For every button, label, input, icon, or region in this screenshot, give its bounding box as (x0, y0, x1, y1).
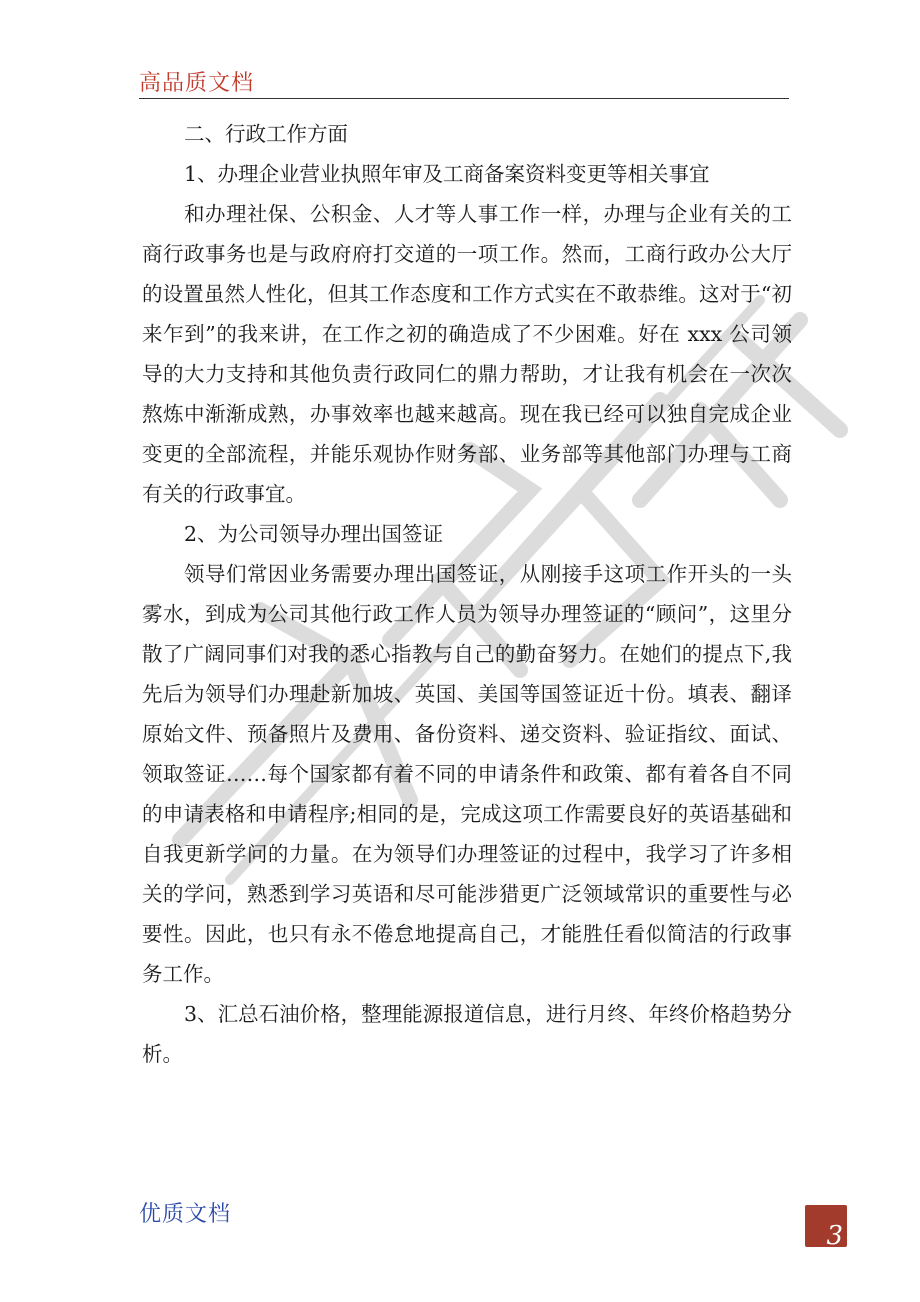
header-title: 高品质文档 (139, 71, 255, 96)
page-number: 3 (826, 1221, 843, 1251)
item-1-paragraph: 和办理社保、公积金、人才等人事工作一样，办理与企业有关的工商行政事务也是与政府府打交道的一项工作。然而，工商行政办公大厅的设置虽然人性化，但其工作态度和工作方式实在不敢恭维。这对于“初来乍到”的我来讲，在工作之初的确造成了不少困难。好在 xxx 公司领导的大力支持和其他负责行政同仁的鼎力帮助，才让我有机会在一次次熬炼中渐渐成熟，办事效率也越来越高。现在我已经可以独自完成企业变更的全部流程，并能乐观协作财务部、业务部等其他部门办理与工商有关的行政事宜。 (142, 202, 792, 506)
item-3-paragraph: 3、汇总石油价格，整理能源报道信息，进行月终、年终价格趋势分析。 (142, 1002, 792, 1066)
page-number-badge (805, 1205, 847, 1251)
header-divider (139, 98, 789, 99)
footer-title: 优质文档 (139, 1202, 232, 1227)
document-body (142, 114, 792, 1074)
item-2-heading: 2、为公司领导办理出国签证 (184, 522, 444, 546)
section-heading-administrative: 二、行政工作方面 (184, 122, 348, 146)
item-2-paragraph: 领导们常因业务需要办理出国签证，从刚接手这项工作开头的一头雾水，到成为公司其他行政工作人员为领导办理签证的“顾问”，这里分散了广阔同事们对我的悉心指教与自己的勤奋努力。在她们的提点下,我先后为领导们办理赴新加坡、英国、美国等国签证近十份。填表、翻译原始文件、预备照片及费用、备份资料、递交资料、验证指纹、面试、领取签证……每个国家都有着不同的申请条件和政策、都有着各自不同的申请表格和申请程序;相同的是，完成这项工作需要良好的英语基础和自我更新学问的力量。在为领导们办理签证的过程中，我学习了许多相关的学问，熟悉到学习英语和尽可能涉猎更广泛领域常识的重要性与必要性。因此，也只有永不倦怠地提高自己，才能胜任看似简洁的行政事务工作。 (142, 562, 792, 986)
item-1-heading: 1、办理企业营业执照年审及工商备案资料变更等相关事宜 (184, 162, 710, 186)
